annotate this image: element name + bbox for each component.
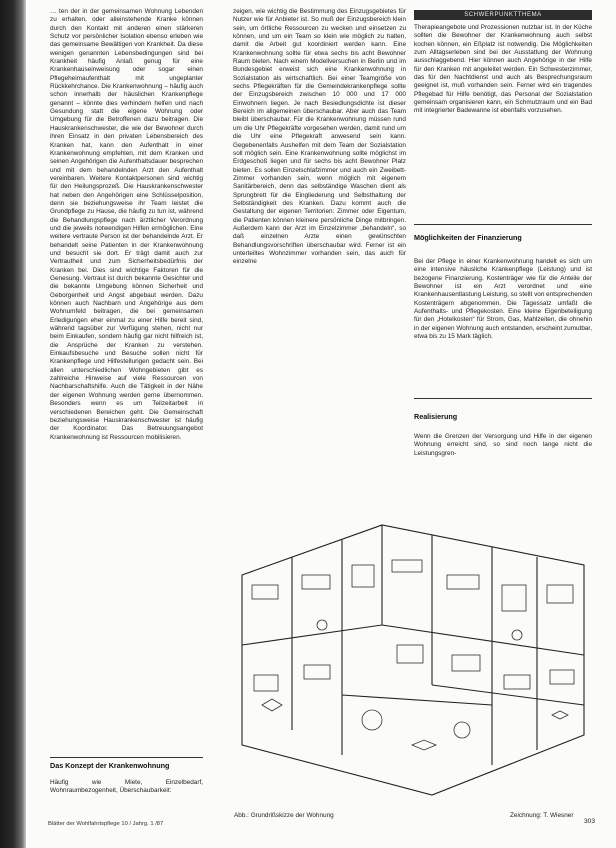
page-number: 303 xyxy=(584,818,596,825)
column-3-realisation-text xyxy=(414,433,592,497)
column-1-tail xyxy=(50,779,203,807)
section-tag: SCHWERPUNKTTHEMA xyxy=(414,10,592,20)
column-3-paragraph: Therapieangebote und Prozessionen nutzbar ist. In der Küche sollten die Bewohner der Krankenwohnung auch selbst kochen können, ein Eßplatz ist notwendig. Die Möglichkeiten zum Alltagserleben sind bei der Ausstattung der Wohnung ausschlaggebend. Hier können auch Angehörige in der Hilfe für den Kranken mit angeleitet werden. Ein Schwesterzimmer, das für den Nachtdienst und auch als Besprechungsraum geeignet ist, muß vorhanden sein. Ferner wird ein tragendes Pflegebad für Hilfe benötigt, das Personal der Sozialstation gemeinsam organisieren kann, ein Schmutzraum und ein Bad mit integrierter Badewanne ist ebenfalls vorzusehen. xyxy=(414,24,592,115)
column-3-finance-text xyxy=(414,258,592,368)
footer-journal: Blätter der Wohlfahrtspflege 10 / Jahrg. 1 /87 xyxy=(48,821,164,827)
column-1-paragraph: … ten der in der gemeinsamen Wohnung Lebenden zu erhalten, oder alleinstehende Kranke können durch den Kontakt mit anderen einen stärkeren Schutz vor persönlicher Isolation ebenso erleben wie das gemeinsame Bewältigen von Krankheit. Da diese wenigen genannten Lebensbedingungen sind bei Krankheit häufig Anlaß genug für eine Krankenhauseinweisung oder sogar einen Pflegeheimaufenthalt mit ungeplanter Rückkehrchance. Die Krankenwohnung – häufig auch schon innerhalb der häuslichen Krankenpflege genannt – könnte dies verhindern helfen und nach Gesundung statt die eigene Wohnung oder Umgebung für die Betroffenen dazu beitragen. Die Hauskrankenschwester, die wie der Bewohner durch ihren Einsatz in den privaten Lebensbereich des Kranken hat, kann den Aufenthalt in einer Krankenwohnung empfehlen, mit dem Kranken und seinen Angehörigen die Aufenthaltsdauer besprechen und mit dem behandelnden Arzt den Aufenthalt vereinbaren. Weitere Kontaktpersonen sind wichtig für den Heilungsprozeß. Die Hauskrankenschwester hat neben den Angehörigen eine Schlüsselposition, denn sie beziehungsweise ihr Team leistet die Grundpflege zu Hause, die häufig zu tun ist, während die Behandlungspflege nach ärztlicher Verordnung und die jeweils notwendigen Hilfen ermöglichen. Eine weitere vertraute Person ist der behandelnde Arzt. Er behandelt seine Patienten in der Krankenwohnung und besucht sie dort. Er trägt damit auch zur Vertrautheit und zum Sicherheitsbedürfnis der Kranken bei. Dies sind wichtige Faktoren für die Genesung. Vertraut ist durch bekannte Gesichter und die bekannte Umgebung können Sicherheit und Geborgenheit und Angst abgebaut werden. Dazu können auch Nachbarn und Angehörige aus dem Wohnumfeld beitragen, die bei gemeinsamen Erledigungen eher einmal zu einer Hilfe bereit sind, während tagsüber zur Verfügung stehen, nicht nur beim Einkaufen, sondern häufig gar nicht hilfreich ist, die Ansprüche der Kranken zu verstehen. Einkaufsbesuche und Besuche sollen nicht für Krankenpflege und Hilfestellungen gedacht sein. Bei allen unterschiedlichen Wohngebieten gibt es zahlreiche Hinweise auf viele Ressourcen von Nachbarschaftshilfe. Auch die Tätigkeit in der Nähe der eigenen Wohnung werden gerne übernommen. Besonders wenn es um Teilzeitarbeit in verschiedenen Bereichen geht. Die Gemeinschaft beziehungsweise Hauskrankenschwester ist häufig der Koordinator. Das Betreuungsangebot Krankenwohnung ist Ressourcen mobilisieren. xyxy=(50,8,203,441)
column-2-paragraph: zeigen, wie wichtig die Bestimmung des Einzugsgebietes für Nutzer wie für Anbieter ist. So muß der Einzugsbereich klein sein, um örtliche Ressourcen zu wecken und einsetzen zu können, und um ein Team so klein wie möglich zu halten, damit die Arbeit gut koordiniert werden kann. Eine Krankenwohnung sollte für etwa sechs bis acht Bewohner Raum bieten. Nach einem Modellversuchen in Berlin und im Bundesgebiet erweist sich eine Krankenwohnung in Sozialstation als wirtschaftlich. Bei einer Teamgröße von sechs Pflegekräften für die Gemeindekrankenpflege sollte der Einzugsbereich zwischen 10 000 und 17 000 Einwohnern liegen. Je nach Besiedlungsdichte ist dieser Bereich im allgemeinen überschaubar. Aber auch das Team bleibt überschaubar. Für die Krankenwohnung müssen rund um die Uhr Pflegekräfte vorgesehen werden, damit rund um die Uhr eine Pflegekraft anwesend sein kann. Gegebenenfalls Aushelfen mit dem Team der Sozialstation soll möglich sein. Eine Krankenwohnung sollte möglichst im Erdgeschoß liegen und für sechs bis acht Bewohner Platz bieten. Es sollen Einzelschlafzimmer und auch ein Zweibett-Zimmer vorhanden sein, wenn möglich mit eigenem Sanitärbereich, denn das selbständige Waschen dient als Sprungbrett für die Eingliederung und Selbsthaltung der Selbständigkeit des Kranken. Dazu kommt auch die Gestaltung der eigenen Territorien: Zimmer oder Eigentum, die Patienten können kleinere persönliche Dinge mitbringen. Außerdem kann der Arzt im Einzelzimmer „behandeln“, so daß einzelnen Arzte einen gewünschten Behandlungsvorschriften überschaubar wird. Ferner ist ein unterteiltes Wohnzimmer vorhanden sein, das auch für einzelne xyxy=(233,8,406,266)
section-rule xyxy=(50,757,203,758)
section-rule xyxy=(414,224,592,225)
column-1-text xyxy=(50,8,203,752)
finance-paragraph: Bei der Pflege in einer Krankenwohnung handelt es sich um eine intensive häusliche Krankenpflege (Leistung) und ist bezogene Finanzierung. Kostenträger wie für die Anteile der Bewohner ist ein Arzt verordnet und eine Krankenhausentlastung Leistung, so stellt von entsprechenden Kostenträgern abgenommen. Die Tagessatz umfaßt die Aufenthalts- und Pflegekosten. Eine kleine Eigenbeteiligung für den „Hotelkosten“ für Strom, Gas, Mahlzeiten, die ohnehin in der eigenen Wohnung auch entstanden, erscheint zumutbar, etwa bis zu 15 Mark täglich. xyxy=(414,258,592,341)
section-rule xyxy=(414,398,592,399)
figure-caption: Abb.: Grundrißskizze der Wohnung xyxy=(234,812,334,819)
realisation-paragraph: Wenn die Grenzen der Versorgung und Hilfe in der eigenen Wohnung erreicht sind, so sind noch lange nicht die Leistungsgren- xyxy=(414,433,592,457)
figure-credit: Zeichnung: T. Wiesner xyxy=(510,812,574,819)
floor-plan-sketch xyxy=(232,505,594,805)
section-heading-konzept: Das Konzept der Krankenwohnung xyxy=(50,761,170,770)
column-3-text xyxy=(414,24,592,202)
floor-plan-walls xyxy=(242,525,584,795)
column-1-tail-text: Häufig wie Miete, Einzelbedarf, Wohnraumbezogenheit, Überschaubarkeit: xyxy=(50,779,203,795)
section-heading-realisierung: Realisierung xyxy=(414,412,458,421)
floor-plan-furniture xyxy=(252,560,574,750)
section-heading-finanzierung: Möglichkeiten der Finanzierung xyxy=(414,233,522,242)
scan-shadow-edge xyxy=(0,0,26,848)
column-2-text xyxy=(233,8,406,498)
